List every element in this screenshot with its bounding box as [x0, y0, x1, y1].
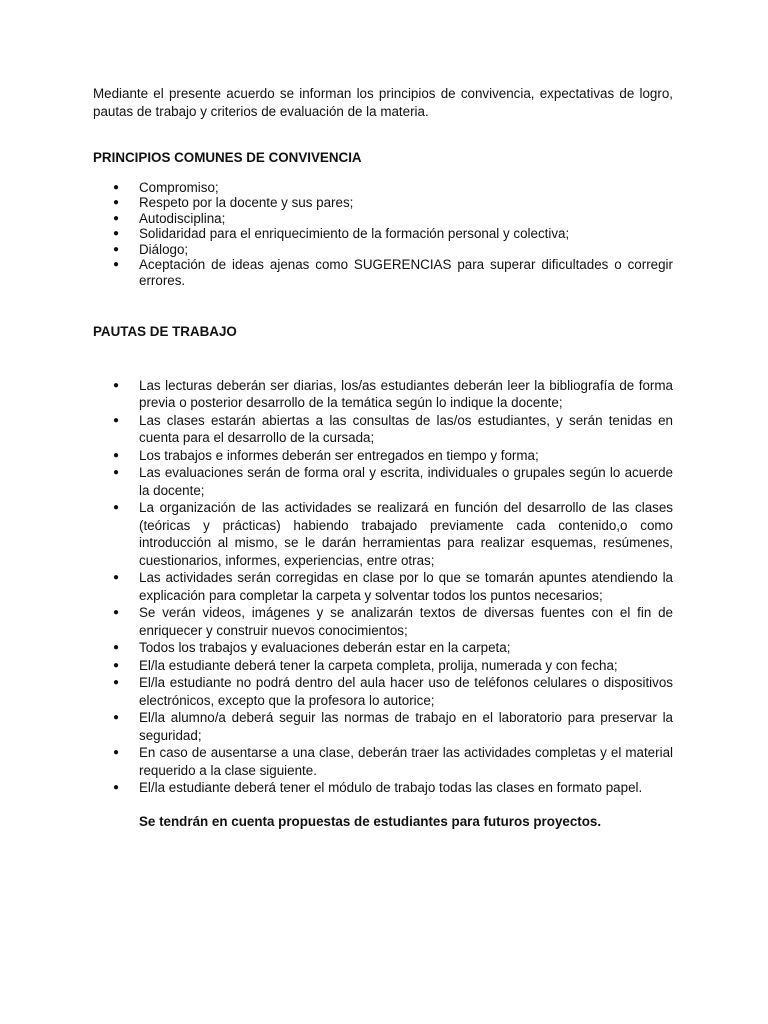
list-item: ● Los trabajos e informes deberán ser entregados en tiempo y forma; — [93, 447, 673, 465]
list-item: ● El/la estudiante deberá tener el módulo de trabajo todas las clases en formato papel. — [93, 779, 673, 797]
list-item: ● Autodisciplina; — [93, 211, 673, 227]
pautas-list — [93, 377, 673, 797]
list-item: ● El/la estudiante no podrá dentro del aula hacer uso de teléfonos celulares o dispositivos electrónicos, excepto que la profesora lo autorice; — [93, 674, 673, 709]
list-item: ● Las lecturas deberán ser diarias, los/as estudiantes deberán leer la bibliografía de forma previa o posterior desarrollo de la temática según lo indique la docente; — [93, 377, 673, 412]
list-item: ● Se verán videos, imágenes y se analizarán textos de diversas fuentes con el fin de enriquecer y construir nuevos conocimientos; — [93, 604, 673, 639]
list-item: ● El/la alumno/a deberá seguir las normas de trabajo en el laboratorio para preservar la seguridad; — [93, 709, 673, 744]
list-item: ● Diálogo; — [93, 242, 673, 258]
list-item: ● El/la estudiante deberá tener la carpeta completa, prolija, numerada y con fecha; — [93, 657, 673, 675]
pautas-heading: PAUTAS DE TRABAJO — [93, 324, 237, 339]
list-item: ● Las evaluaciones serán de forma oral y escrita, individuales o grupales según lo acuerde la docente; — [93, 464, 673, 499]
list-item: ● Las actividades serán corregidas en clase por lo que se tomarán apuntes atendiendo la explicación para completar la carpeta y solventar todos los puntos necesarios; — [93, 569, 673, 604]
list-item: ● Aceptación de ideas ajenas como SUGERENCIAS para superar dificultades o corregir errores. — [93, 257, 673, 288]
list-item: ● Las clases estarán abiertas a las consultas de las/os estudiantes, y serán tenidas en cuenta para el desarrollo de la cursada; — [93, 412, 673, 447]
list-item: ● Respeto por la docente y sus pares; — [93, 195, 673, 211]
document-page — [93, 85, 673, 830]
list-item: ● La organización de las actividades se realizará en función del desarrollo de las clases (teóricas y prácticas) habiendo trabajado previamente cada contenido,o como introducción al mismo, se le darán herramientas para realizar esquemas, resúmenes, cuestionarios, informes, experiencias, entre otras; — [93, 499, 673, 569]
list-item: ● Compromiso; — [93, 180, 673, 196]
list-item: ● En caso de ausentarse a una clase, deberán traer las actividades completas y el material requerido a la clase siguiente. — [93, 744, 673, 779]
intro-paragraph: Mediante el presente acuerdo se informan los principios de convivencia, expectativas de logro, pautas de trabajo y criterios de evaluación de la materia. — [93, 86, 673, 119]
principles-heading: PRINCIPIOS COMUNES DE CONVIVENCIA — [93, 150, 362, 165]
list-item: ● Solidaridad para el enriquecimiento de la formación personal y colectiva; — [93, 226, 673, 242]
principles-list — [93, 180, 673, 289]
list-item: ● Todos los trabajos y evaluaciones deberán estar en la carpeta; — [93, 639, 673, 657]
closing-statement: Se tendrán en cuenta propuestas de estudiantes para futuros proyectos. — [139, 813, 602, 829]
